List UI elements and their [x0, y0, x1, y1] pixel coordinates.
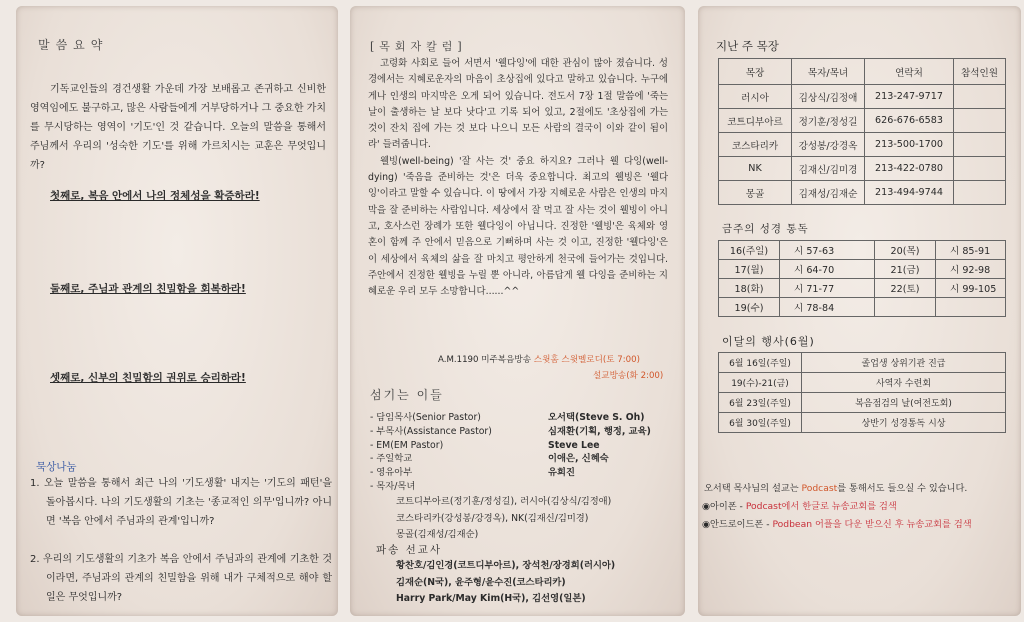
- radio-station: A.M.1190 미주복음방송: [438, 355, 532, 365]
- podcast-text-a: 오서택 목사님의 설교는: [704, 483, 802, 494]
- role-name: 유희진: [548, 467, 575, 479]
- table-cell: 김재신/김미경: [792, 157, 865, 181]
- sermon-summary-header: 말씀요약: [38, 38, 109, 52]
- table-row: [719, 353, 1006, 373]
- bible-reading-table: [718, 240, 1006, 317]
- table-cell: 시 64-70: [780, 260, 875, 279]
- column-paragraph-1: 고령화 사회로 들어 서면서 '웰다잉'에 대한 관심이 많아 졌습니다. 성경에서는 지혜로운자의 마음이 초상집에 있다고 말하고 있습니다. 누구에게나 인생의 마지막은 오게 되어 있습니다. 전도서 7장 1절 말씀에 '죽는 날이 출생하는 날 보다 낫다'고 기록 되어 있고, 2절에도 '초상집에 가는 것이 잔치 집에 가는 것 보다 나으니 모든 사람의 결국이 이와 같이 됨이라' 들려줍니다.: [368, 58, 668, 151]
- role-name: Steve Lee: [548, 439, 600, 451]
- shepherd-line: 코트디부아르(정기훈/정성길), 러시아(김상식/김정애): [396, 496, 612, 507]
- shepherds-list: [396, 494, 611, 544]
- sharing-title: 묵상나눔: [36, 461, 77, 473]
- table-cell: 16(주일): [719, 241, 780, 260]
- role-title: - EM(EM Pastor): [370, 439, 444, 451]
- missionary-line: 황찬호/김인경(코트디부아르), 장석천/장경희(러시아): [396, 560, 616, 571]
- pastor-column-panel: [350, 6, 685, 616]
- table-row: [719, 157, 1006, 181]
- iphone-text: Podcast에서 한글로 뉴송교회를 검색: [745, 501, 897, 512]
- table-row: [719, 241, 1006, 260]
- table-cell: 김재성/김재순: [792, 181, 865, 205]
- table-cell: [936, 298, 1006, 317]
- servants-list: [370, 411, 680, 494]
- table-row: [719, 393, 1006, 413]
- table-cell: 19(수): [719, 298, 780, 317]
- table-cell: [954, 157, 1006, 181]
- column-paragraph-2: 웰빙(well-being) '잘 사는 것' 중요 하지요? 그러나 웰 다잉(well-dying) '죽음을 준비하는 것'은 더욱 중요합니다. 최고의 웰빙은 '웰다잉'이라고 말할 수 있습니다. 이 땅에서 가장 지혜로운 사람은 인생의 마지막을 잘 준비하는 사람입니다. 세상에서 잘 먹고 잘 사는 것이 웰빙이 아니고, 호사스런 장례가 또한 웰다잉이 아닙니다. 진정한 '웰빙'은 육체와 영혼이 함께 주 안에서 믿음으로 기뻐하며 사는 것 이고, 진정한 '웰다잉'은 이 세상에서 육체의 삶을 잘 마치고 평안하게 천국에 들어가는 것입니다. 주안에서 진정한 웰빙을 누릴 뿐 아니라, 아름답게 웰 다잉을 준비하는 지혜로운 우리 모두 소망합니다......^^: [368, 155, 668, 298]
- shepherd-line: 코스타리카(강성봉/강경옥), NK(김재신/김미경): [396, 512, 589, 524]
- iphone-line: [702, 498, 897, 512]
- table-cell: 시 99-105: [936, 279, 1006, 298]
- podcast-line: [704, 480, 967, 494]
- table-cell: 18(화): [719, 279, 780, 298]
- missionary-line: 김재순(N국), 윤주형/윤수진(코스타리카): [396, 576, 566, 588]
- table-cell: 졸업생 상위기관 진급: [802, 353, 1006, 373]
- table-cell: 213-247-9717: [865, 85, 954, 109]
- table-cell: [954, 85, 1006, 109]
- table-row: [719, 181, 1006, 205]
- radio-info: [438, 353, 640, 365]
- sermon-summary-panel: [16, 6, 338, 616]
- table-cell: 시 57-63: [780, 241, 875, 260]
- table-cell: 시 85-91: [936, 241, 1006, 260]
- android-text: Podbean 어플을 다운 받으신 후 뉴송교회를 검색: [772, 519, 972, 530]
- table-cell: 김상식/김정애: [792, 85, 865, 109]
- table-cell: 러시아: [719, 85, 792, 109]
- role-title: - 주일학교: [370, 453, 413, 465]
- table-cell: 17(월): [719, 260, 780, 279]
- podcast-link[interactable]: Podcast: [801, 483, 838, 494]
- table-row: [719, 279, 1006, 298]
- role-title: - 영유아부: [370, 467, 413, 479]
- iphone-label: ◉아이폰 -: [702, 501, 746, 512]
- last-week-table: [718, 58, 1006, 205]
- point-3: 셋째로, 신부의 친밀함의 권위로 승리하라!: [50, 372, 246, 384]
- role-row: [370, 466, 680, 480]
- table-cell: 20(목): [875, 241, 936, 260]
- missionaries-list: [396, 558, 615, 608]
- point-1: 첫째로, 복음 안에서 나의 정체성을 확증하라!: [50, 190, 260, 202]
- table-cell: 213-422-0780: [865, 157, 954, 181]
- pastor-column-body: [368, 56, 668, 300]
- table-cell: 시 71-77: [780, 279, 875, 298]
- events-header: 이달의 행사(6월): [722, 335, 815, 348]
- roles-list: [370, 411, 680, 494]
- table-cell: 6월 16일(주일): [719, 353, 802, 373]
- role-row: [370, 439, 680, 453]
- table-cell: NK: [719, 157, 792, 181]
- last-week-header: 지난 주 목장: [716, 39, 779, 53]
- role-title: - 목자/목녀: [370, 480, 416, 492]
- table-cell: 사역자 수련회: [802, 373, 1006, 393]
- col-header: 연락처: [865, 59, 954, 85]
- servants-header: 섬기는 이들: [370, 388, 444, 402]
- podcast-text-c: 를 통해서도 들으실 수 있습니다.: [837, 483, 968, 494]
- table-cell: 코트디부아르: [719, 109, 792, 133]
- table-cell: 6월 23일(주일): [719, 393, 802, 413]
- table-row: [719, 109, 1006, 133]
- android-label: ◉안드로이드폰 -: [702, 519, 773, 530]
- sermon-intro: 기독교인들의 경건생활 가운데 가장 보배롭고 존귀하고 신비한 영역임에도 불구하고, 많은 사람들에게 거부당하거나 그 중요한 가치를 무시당하는 영역이 '기도'인 것 같습니다. 오늘의 말씀을 통해서 주님께서 우리의 '성숙한 기도'를 위해 가르치시는 교훈은 무엇입니까?: [30, 84, 326, 171]
- table-row: [719, 260, 1006, 279]
- question-1: 1. 오늘 말씀을 통해서 최근 나의 '기도생활' 내지는 '기도의 패턴'을 돌아봅시다. 나의 기도생활의 기초는 '종교적인 의무'입니까? 아니면 '복음 안에서 주님과의 관계'입니까?: [30, 478, 332, 527]
- table-row: [719, 298, 1006, 317]
- role-name: 오서택(Steve S. Oh): [548, 412, 645, 423]
- table-cell: [954, 133, 1006, 157]
- table-cell: 22(토): [875, 279, 936, 298]
- table-cell: 시 78-84: [780, 298, 875, 317]
- table-cell: [875, 298, 936, 317]
- table-cell: 정기훈/정성길: [792, 109, 865, 133]
- events-table: [718, 352, 1006, 433]
- bible-reading-header: 금주의 성경 통독: [722, 223, 809, 235]
- role-row: [370, 411, 680, 425]
- table-cell: 강성봉/강경옥: [792, 133, 865, 157]
- role-row: [370, 425, 680, 439]
- point-2: 둘째로, 주님과 관계의 친밀함을 회복하라!: [50, 283, 246, 295]
- radio-time-1: 스윗홈 스윗멜로디(토 7:00): [533, 355, 640, 365]
- role-row: [370, 452, 680, 466]
- col-header: 참석인원: [954, 59, 1006, 85]
- pastor-column-header: [목회자칼럼]: [370, 40, 467, 53]
- table-cell: 6월 30일(주일): [719, 413, 802, 433]
- table-cell: 213-500-1700: [865, 133, 954, 157]
- table-cell: 626-676-6583: [865, 109, 954, 133]
- role-title: - 부목사(Assistance Pastor): [370, 425, 492, 437]
- role-title: - 담임목사(Senior Pastor): [370, 412, 481, 423]
- table-cell: 시 92-98: [936, 260, 1006, 279]
- android-line: [702, 516, 972, 530]
- table-cell: [954, 109, 1006, 133]
- radio-time-2: 설교방송(화 2:00): [593, 371, 664, 381]
- col-header: 목장: [719, 59, 792, 85]
- table-cell: 몽골: [719, 181, 792, 205]
- missionaries-header: 파송 선교사: [376, 544, 443, 556]
- table-row: [719, 133, 1006, 157]
- shepherd-line: 몽골(김재성/김재순): [396, 529, 479, 540]
- table-row: [719, 373, 1006, 393]
- role-row: [370, 480, 680, 494]
- col-header: 목자/목녀: [792, 59, 865, 85]
- table-row: [719, 85, 1006, 109]
- table-cell: [954, 181, 1006, 205]
- missionary-line: Harry Park/May Kim(H국), 김선영(일본): [396, 593, 586, 604]
- table-cell: 19(수)-21(금): [719, 373, 802, 393]
- table-row: [719, 413, 1006, 433]
- role-name: 이애은, 신혜숙: [548, 453, 609, 465]
- announcements-panel: [698, 6, 1021, 616]
- question-2: 2. 우리의 기도생활의 기초가 복음 안에서 주님과의 관계에 기초한 것이라면, 주님과의 관계의 친밀함을 위해 내가 구체적으로 해야 할 일은 무엇입니까?: [30, 554, 332, 603]
- events-rows: [719, 353, 1006, 433]
- table-cell: 복음점검의 날(여전도회): [802, 393, 1006, 413]
- last-week-rows: [719, 85, 1006, 205]
- table-cell: 상반기 성경통독 시상: [802, 413, 1006, 433]
- table-cell: 21(금): [875, 260, 936, 279]
- role-name: 심재환(기획, 행정, 교육): [548, 425, 651, 437]
- bible-reading-rows: [719, 241, 1006, 317]
- table-cell: 213-494-9744: [865, 181, 954, 205]
- table-cell: 코스타리카: [719, 133, 792, 157]
